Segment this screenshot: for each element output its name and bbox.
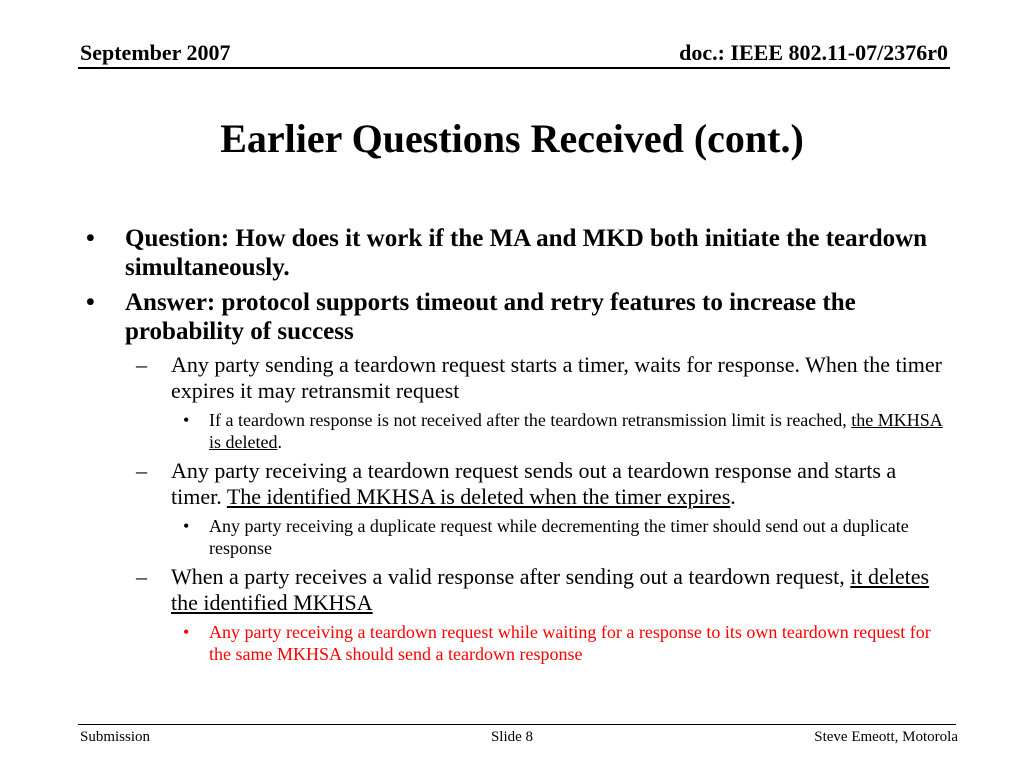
- subbullet-2-underlined: The identified MKHSA is deleted when the timer expires: [226, 484, 731, 509]
- bullet-marker: •: [86, 289, 95, 316]
- bullet-answer-text: Answer: protocol supports timeout and retry features to increase the probability of success: [125, 289, 856, 345]
- dash-marker: –: [136, 458, 147, 483]
- slide-title: Earlier Questions Received (cont.): [220, 116, 804, 161]
- bullet-marker: •: [183, 410, 190, 430]
- subsubbullet-1a: [86, 409, 946, 453]
- subbullet-3-text: When a party receives a valid response after sending out a teardown request,: [171, 564, 851, 589]
- footer-author: Steve Emeott, Motorola: [814, 729, 958, 745]
- subbullet-3: [86, 564, 946, 616]
- bullet-marker: •: [86, 225, 95, 252]
- dash-marker: –: [136, 352, 147, 377]
- subsubbullet-3a: [86, 621, 946, 665]
- footer-slide-number: Slide 8: [490, 729, 534, 745]
- subsubbullet-1a-underlined: the MKHSA is deleted: [209, 410, 943, 452]
- subsubbullet-1a-text: If a teardown response is not received after the teardown retransmission limit is reached,: [209, 410, 852, 430]
- subsubbullet-2a: [86, 515, 946, 559]
- header-divider: [78, 67, 950, 69]
- subbullet-1: [86, 352, 946, 404]
- bullet-marker: •: [183, 516, 190, 536]
- slide-body: [86, 224, 946, 670]
- subsubbullet-1a-end: .: [277, 432, 282, 452]
- subbullet-2-text: Any party receiving a teardown request sends out a teardown response and starts a timer.: [171, 458, 897, 509]
- bullet-question-text: Question: How does it work if the MA and MKD both initiate the teardown simultaneously.: [125, 225, 928, 281]
- header-doc-id: doc.: IEEE 802.11-07/2376r0: [679, 40, 948, 65]
- subsubbullet-2a-text: Any party receiving a duplicate request while decrementing the timer should send out a duplicate response: [209, 516, 909, 558]
- dash-marker: –: [136, 564, 147, 589]
- bullet-answer: [86, 288, 946, 346]
- subbullet-2: [86, 458, 946, 510]
- subsubbullet-3a-text: Any party receiving a teardown request while waiting for a response to its own teardown request for the same MKHSA should send a teardown response: [209, 622, 931, 664]
- footer-divider: [78, 724, 956, 725]
- subbullet-2-end: .: [730, 484, 736, 509]
- subbullet-1-text: Any party sending a teardown request starts a timer, waits for response. When the timer expires it may retransmit request: [171, 352, 942, 403]
- subbullet-3-underlined: it deletes the identified MKHSA: [171, 564, 930, 615]
- header-date: September 2007: [80, 40, 231, 65]
- footer-submission: Submission: [80, 729, 151, 745]
- bullet-marker: •: [183, 622, 190, 642]
- bullet-question: [86, 224, 946, 282]
